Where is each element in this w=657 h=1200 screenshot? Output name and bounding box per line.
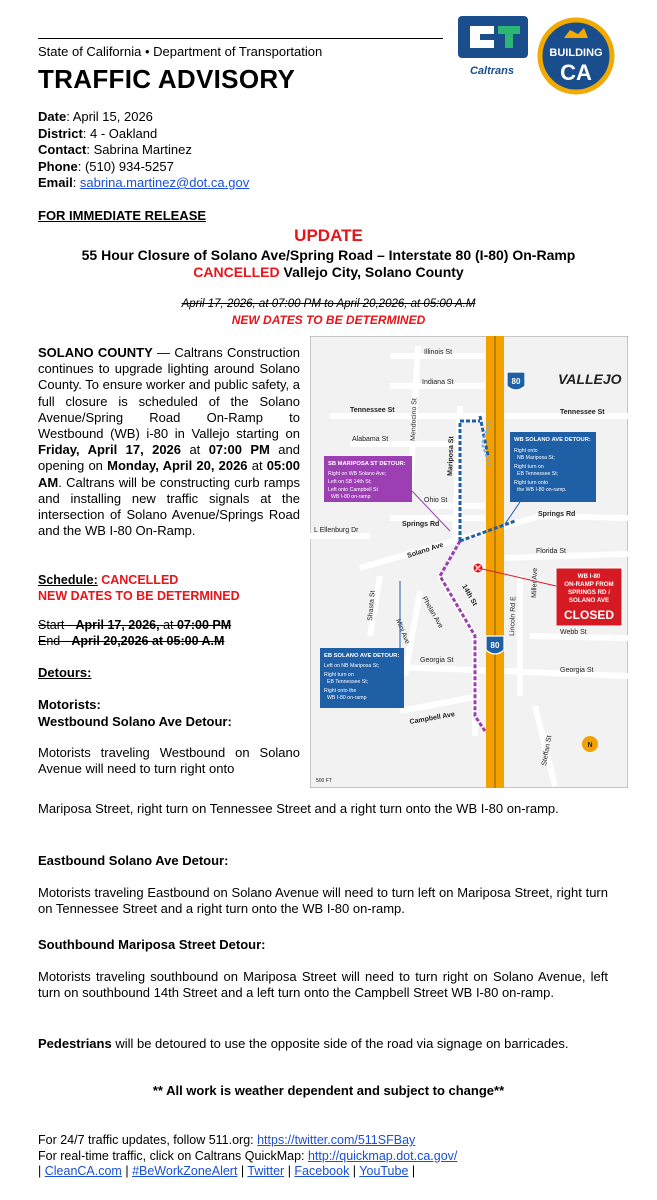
eb-box-item: EB Tennessee St; — [327, 679, 369, 685]
cancelled-label: CANCELLED — [193, 264, 280, 280]
email-separator: : — [72, 175, 80, 190]
building-ca-top: BUILDING — [549, 47, 603, 59]
wb-detour-text-b: Mariposa Street, right turn on Tennessee Street and a right turn onto the WB I-80 on-ramp. — [38, 801, 559, 816]
label-miller: Miller Ave — [531, 567, 540, 599]
youtube-link[interactable]: YouTube — [359, 1164, 409, 1178]
intro-at-1: at — [181, 442, 209, 458]
label-georgia-e: Georgia St — [560, 667, 594, 674]
label-illinois: Illinois St — [424, 349, 453, 356]
page-title: TRAFFIC ADVISORY — [38, 64, 296, 94]
twitter-link[interactable]: Twitter — [247, 1164, 285, 1178]
wb-box-title: WB SOLANO AVE DETOUR: — [514, 437, 591, 443]
new-dates-notice: NEW DATES TO BE DETERMINED — [231, 313, 426, 327]
intro-text-b: and opening on — [38, 442, 300, 474]
label-florida: Florida St — [536, 548, 566, 555]
footer-line2: For real-time traffic, click on Caltrans QuickMap: — [38, 1148, 308, 1163]
label-lincoln: Lincoln Rd E — [509, 596, 518, 637]
wb-box-item: the WB I-80 on-ramp. — [517, 487, 567, 493]
label-georgia-w: Georgia St — [420, 657, 454, 664]
schedule-new-dates: NEW DATES TO BE DETERMINED — [38, 589, 240, 603]
label-ohio: Ohio St — [424, 497, 448, 504]
label-tennessee-e: Tennessee St — [560, 409, 605, 416]
motorists-heading: Motorists: — [38, 697, 101, 712]
district-label: District — [38, 125, 83, 141]
start-label: Start - — [38, 618, 76, 632]
update-label: UPDATE — [294, 226, 363, 245]
quickmap-link[interactable]: http://quickmap.dot.ca.gov/ — [307, 1148, 458, 1163]
motorists-block — [38, 697, 232, 730]
north-label: N — [587, 742, 593, 749]
closed-box — [556, 568, 622, 626]
twitter-511-link[interactable]: https://twitter.com/511SFBay — [257, 1133, 416, 1147]
closed-box-line: SPRINGS RD / — [568, 589, 610, 596]
wb-box-item: Right onto — [514, 448, 538, 454]
email-link[interactable]: sabrina.martinez@dot.ca.gov — [79, 175, 250, 190]
map-scale: 500 FT — [316, 778, 332, 784]
label-alabama: Alabama St — [352, 436, 389, 443]
headline — [0, 247, 657, 281]
eb-box-item: Left on NB Mariposa St; — [324, 663, 380, 669]
eb-detour-box — [320, 648, 404, 708]
eb-box-item: WB I-80 on-ramp — [327, 695, 367, 701]
phone-value: : (510) 934-5257 — [77, 158, 174, 174]
start-time-bold: 07:00 PM — [208, 442, 270, 458]
eb-box-title: EB SOLANO AVE DETOUR: — [324, 653, 400, 659]
start-at: at — [159, 618, 177, 632]
original-dates: April 17, 2026, at 07:00 PM to April 20,2026, at 05:00 A.M — [181, 298, 476, 310]
intro-paragraph — [38, 345, 300, 539]
shield-top-number: 80 — [511, 377, 521, 386]
sb-detour-text: Motorists traveling southbound on Mariposa Street will need to turn right on Solano Avenue, left turn on southbound 14th Street and a left turn onto the Campbell Street WB I-80 on-ramp. — [38, 969, 608, 1001]
footer — [38, 1133, 457, 1180]
sb-detour-box — [324, 456, 412, 502]
wb-box-item: NB Mariposa St; — [517, 455, 555, 461]
label-webb: Webb St — [560, 629, 587, 636]
wb-detour-text-a: Motorists traveling Westbound on Solano Avenue will need to turn right onto — [38, 745, 300, 777]
date-value: : April 15, 2026 — [66, 109, 153, 124]
county-name: SOLANO COUNTY — [38, 345, 153, 360]
label-ellenburg: L Ellenburg Dr — [314, 527, 359, 534]
wb-box-item: EB Tennessee St; — [517, 471, 559, 477]
sb-box-item: Right on WB Solano Ave; — [328, 471, 387, 477]
end-label: End - — [38, 634, 72, 648]
date-label: Date — [38, 109, 67, 124]
label-mini: Mini Ave — [394, 618, 411, 646]
beworkzonealert-link[interactable]: #BeWorkZoneAlert — [132, 1164, 238, 1178]
intro-at-2: at — [247, 458, 267, 474]
eb-box-item: Right turn on — [324, 672, 354, 678]
wb-box-item: Right turn on — [514, 464, 544, 470]
label-mendocino: Mendocino St — [410, 398, 419, 442]
label-springs-w: Springs Rd — [402, 521, 440, 528]
end-time-bold: 05:00 AM — [38, 458, 301, 490]
contact-value: : Sabrina Martinez — [86, 142, 192, 157]
contact-block — [38, 109, 249, 192]
caltrans-logo — [458, 16, 528, 77]
closed-box-line: ON-RAMP FROM — [564, 581, 614, 588]
caltrans-logo-block — [458, 16, 528, 58]
headline-location: Vallejo City, Solano County — [279, 264, 464, 280]
contact-label: Contact — [38, 142, 87, 157]
interstate-shield-icon — [507, 372, 525, 390]
map-city-label: VALLEJO — [558, 371, 622, 387]
email-label: Email — [38, 175, 73, 190]
street-webb — [530, 636, 628, 638]
schedule-dates-struck — [38, 617, 231, 649]
district-value: : 4 - Oakland — [82, 125, 158, 141]
label-phelan: Phelan Ave — [420, 595, 444, 630]
start-date-bold: Friday, April 17, 2026 — [38, 442, 182, 458]
closed-label: CLOSED — [563, 608, 615, 622]
pedestrian-paragraph — [38, 1036, 608, 1052]
building-ca-logo — [540, 20, 612, 92]
detours-heading: Detours: — [38, 665, 92, 680]
wb-detour-heading: Westbound Solano Ave Detour: — [38, 713, 232, 729]
label-14th: 14th St — [460, 583, 479, 608]
sb-box-title: SB MARIPOSA ST DETOUR: — [328, 461, 406, 467]
end-date-bold: Monday, April 20, 2026 — [107, 458, 248, 474]
label-mariposa: Mariposa St — [447, 436, 456, 477]
footer-line1: For 24/7 traffic updates, follow 511.org: — [38, 1133, 258, 1147]
start-time: 07:00 PM — [176, 618, 232, 632]
cleanca-link[interactable]: CleanCA.com — [44, 1164, 122, 1178]
pedestrians-label: Pedestrians — [38, 1036, 112, 1051]
building-ca-text: CA — [560, 60, 592, 85]
detour-map — [310, 336, 628, 788]
intro-text-c: . Caltrans will be constructing curb ramps and installing new traffic signals at the intersection of Solano Avenue/Springs Road and the WB I-80 On-Ramp. — [38, 474, 300, 539]
schedule-label: Schedule: — [38, 573, 98, 587]
sb-box-item: WB I-80 on-ramp — [331, 494, 371, 500]
header-rule — [38, 38, 443, 39]
sb-box-item: Left on SB 14th St; — [328, 479, 372, 485]
end-date: April 20,2026 at 05:00 A.M — [71, 634, 225, 648]
eb-detour-heading: Eastbound Solano Ave Detour: — [38, 853, 229, 868]
phone-label: Phone — [38, 158, 78, 174]
label-springs-e: Springs Rd — [538, 511, 576, 518]
label-solano: Solano Ave — [406, 541, 445, 560]
release-label: FOR IMMEDIATE RELEASE — [38, 208, 207, 223]
label-campbell: Campbell Ave — [409, 711, 456, 726]
eb-box-item: Right onto the — [324, 688, 357, 694]
label-indiana: Indiana St — [422, 379, 454, 386]
schedule-block — [38, 572, 240, 604]
schedule-status: CANCELLED — [97, 573, 179, 587]
facebook-link[interactable]: Facebook — [294, 1164, 350, 1178]
shield-bottom-number: 80 — [490, 641, 500, 650]
map-background — [310, 336, 628, 788]
headline-line1: 55 Hour Closure of Solano Ave/Spring Road – Interstate 80 (I-80) On-Ramp — [81, 247, 576, 263]
footer-links: | CleanCA.com | #BeWorkZoneAlert | Twitter | Facebook | YouTube | — [38, 1164, 416, 1178]
north-arrow-icon — [582, 736, 598, 752]
label-steffan: Steffan St — [541, 734, 554, 767]
wb-box-item: Right turn onto — [514, 480, 549, 486]
label-shasta: Shasta St — [367, 590, 377, 622]
weather-note: ** All work is weather dependent and subject to change** — [152, 1083, 505, 1098]
caltrans-logo-text: Caltrans — [469, 65, 515, 77]
sb-detour-heading: Southbound Mariposa Street Detour: — [38, 937, 266, 952]
start-date: April 17, 2026, — [75, 618, 160, 632]
headline-line2 — [0, 264, 657, 281]
eb-detour-text: Motorists traveling Eastbound on Solano Avenue will need to turn left on Mariposa Street, right turn on Tennessee Street and a right turn onto the WB I-80 on-ramp. — [38, 885, 608, 917]
label-tennessee-w: Tennessee St — [350, 407, 395, 414]
closed-box-line: SOLANO AVE — [568, 597, 610, 604]
logos — [452, 8, 627, 108]
sb-box-item: Left onto Campbell St — [328, 487, 378, 493]
wb-detour-box — [510, 432, 596, 502]
pedestrians-text: will be detoured to use the opposite side of the road via signage on barricades. — [111, 1036, 569, 1051]
agency-name: State of California • Department of Transportation — [38, 44, 323, 59]
intro-text-a: — Caltrans Construction continues to upgrade lighting around Solano County. To ensure worker and public safety, a full closure is scheduled of the Solano Avenue/Spring Road On-Ramp to Westbound (WB) i-80 in Vallejo starting on — [38, 345, 300, 442]
interstate-shield-icon — [486, 636, 504, 654]
closed-box-line: WB I-80 — [577, 573, 601, 580]
